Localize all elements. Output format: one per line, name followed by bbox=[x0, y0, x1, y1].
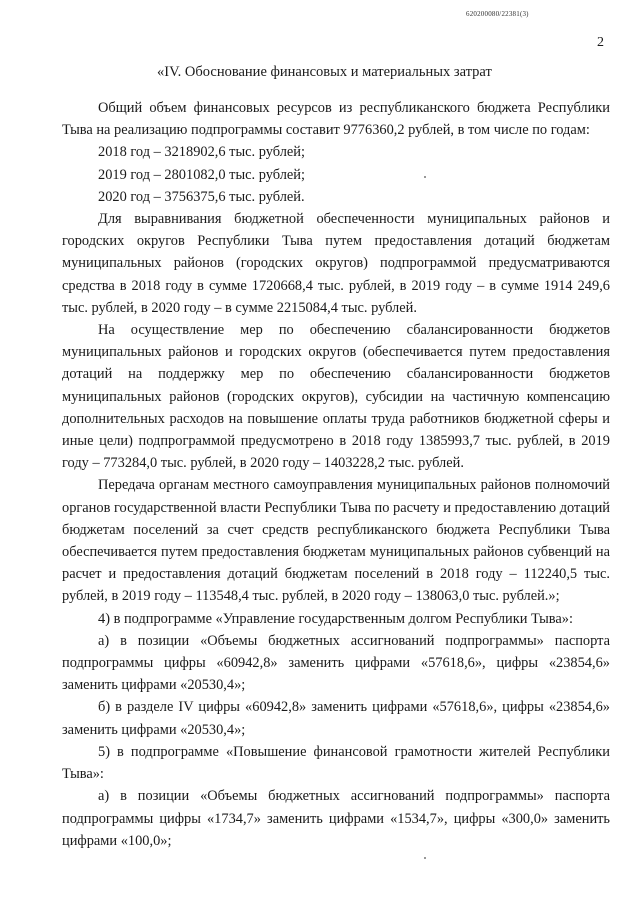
paragraph-equalization: Для выравнивания бюджетной обеспеченности муниципальных районов и городских округов Республики Тыва путем предоставления дотаций бюджетам муниципальных районов (городских округов) подпрограммой предусматриваются средства в 2018 году в сумме 1720668,4 тыс. рублей, в 2019 году – в сумме 1914 249,6 тыс. рублей, в 2020 году – в сумме 2215084,4 тыс. рублей. bbox=[62, 211, 610, 316]
document-body bbox=[62, 97, 610, 852]
paragraph-item-5a: а) в позиции «Объемы бюджетных ассигнований подпрограммы» паспорта подпрограммы цифры «1734,7» заменить цифрами «1534,7», цифры «300,0» заменить цифрами «100,0»; bbox=[62, 788, 610, 849]
document-code: 620200080/22381(3) bbox=[466, 10, 529, 18]
paragraph-balance: На осуществление мер по обеспечению сбалансированности бюджетов муниципальных районов и городских округов (обеспечивается путем предоставления дотаций на поддержку мер по обеспечению сбалансированности бюджетов муниципальных районов (городских округов), субсидии на частичную компенсацию дополнительных расходов на повышение оплаты труда работников бюджетной сферы и иные цели) подпрограммой предусмотрено в 2018 году 1385993,7 тыс. рублей, в 2019 году – 773284,0 тыс. рублей, в 2020 году – 1403228,2 тыс. рублей. bbox=[62, 322, 610, 472]
scan-speck bbox=[424, 857, 426, 859]
paragraph-year-2020: 2020 год – 3756375,6 тыс. рублей. bbox=[98, 188, 305, 205]
paragraph-item-4b: б) в разделе IV цифры «60942,8» заменить цифрами «57618,6», цифры «23854,6» заменить цифрами «20530,4»; bbox=[62, 699, 610, 738]
paragraph-total-funding: Общий объем финансовых ресурсов из республиканского бюджета Республики Тыва на реализацию подпрограммы составит 9776360,2 рублей, в том числе по годам: bbox=[62, 100, 610, 139]
page-number: 2 bbox=[597, 35, 604, 50]
scan-speck bbox=[424, 176, 426, 178]
paragraph-item-4a: а) в позиции «Объемы бюджетных ассигнований подпрограммы» паспорта подпрограммы цифры «60942,8» заменить цифрами «57618,6», цифры «23854,6» заменить цифрами «20530,4»; bbox=[62, 632, 610, 694]
paragraph-item-4: 4) в подпрограмме «Управление государственным долгом Республики Тыва»: bbox=[98, 610, 573, 627]
paragraph-year-2019: 2019 год – 2801082,0 тыс. рублей; bbox=[98, 166, 305, 183]
section-heading: «IV. Обоснование финансовых и материальных затрат bbox=[157, 64, 492, 80]
paragraph-item-5: 5) в подпрограмме «Повышение финансовой грамотности жителей Республики Тыва»: bbox=[62, 743, 610, 783]
paragraph-year-2018: 2018 год – 3218902,6 тыс. рублей; bbox=[98, 144, 305, 161]
paragraph-powers-transfer: Передача органам местного самоуправления муниципальных районов полномочий органов государственной власти Республики Тыва по расчету и предоставлению дотаций бюджетам поселений за счет средств республиканского бюджета Республики Тыва обеспечивается путем предоставления бюджетам муниципальных районов субвенций на расчет и предоставления дотаций бюджетам поселений в 2018 году – 112240,5 тыс. рублей, в 2019 году – 113548,4 тыс. рублей, в 2020 году – 138063,0 тыс. рублей.»; bbox=[62, 477, 610, 605]
